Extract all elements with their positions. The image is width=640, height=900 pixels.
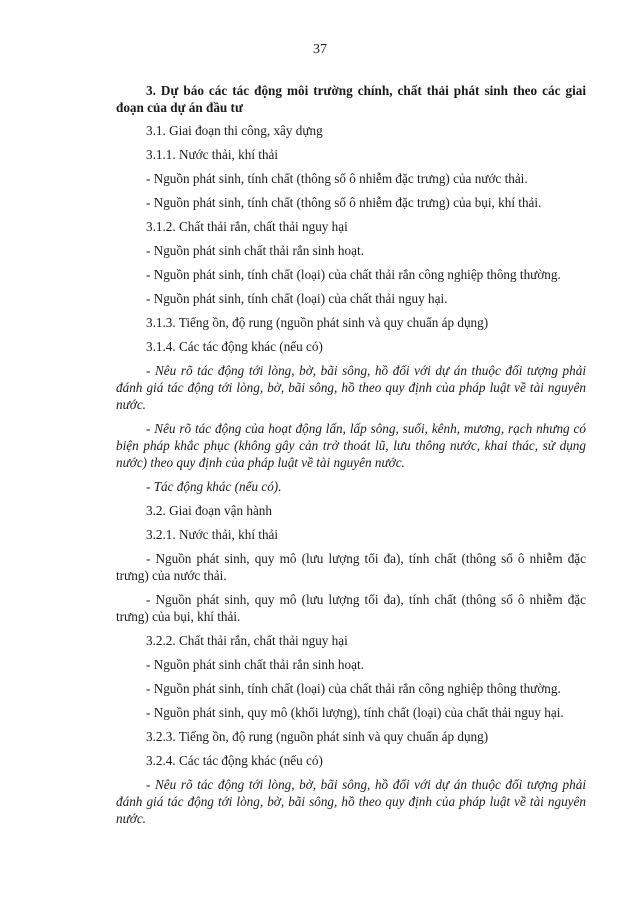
paragraph: - Nêu rõ tác động tới lòng, bờ, bãi sông, hồ đối với dự án thuộc đối tượng phải đánh giá tác động tới lòng, bờ, bãi sông, hồ theo quy định của pháp luật về tài nguyên nước. — [116, 777, 586, 826]
paragraph: - Tác động khác (nếu có). — [146, 479, 282, 494]
paragraph: 3.1.2. Chất thải rắn, chất thải nguy hại — [146, 219, 348, 234]
page-number: 37 — [313, 42, 327, 57]
document-body — [116, 82, 586, 834]
section-heading: 3. Dự báo các tác động môi trường chính, chất thải phát sinh theo các giai đoạn của dự án đầu tư — [116, 83, 586, 115]
paragraph: 3.2. Giai đoạn vận hành — [146, 503, 272, 518]
paragraph: - Nguồn phát sinh, quy mô (lưu lượng tối đa), tính chất (thông số ô nhiễm đặc trưng) của nước thải. — [116, 551, 586, 583]
paragraph: - Nêu rõ tác động tới lòng, bờ, bãi sông, hồ đối với dự án thuộc đối tượng phải đánh giá tác động tới lòng, bờ, bãi sông, hồ theo quy định của pháp luật về tài nguyên nước. — [116, 363, 586, 412]
paragraph: 3.2.2. Chất thải rắn, chất thải nguy hại — [146, 633, 348, 648]
paragraph: - Nêu rõ tác động của hoạt động lấn, lấp sông, suối, kênh, mương, rạch nhưng có biện pháp khắc phục (không gây cản trở thoát lũ, lưu thông nước, khai thác, sử dụng nước) theo quy định của pháp luật về tài nguyên nước. — [116, 421, 586, 470]
paragraph: - Nguồn phát sinh chất thải rắn sinh hoạt. — [146, 243, 364, 258]
paragraph: - Nguồn phát sinh, tính chất (loại) của chất thải nguy hại. — [146, 291, 448, 306]
paragraph-list — [116, 122, 586, 827]
paragraph: 3.1.1. Nước thải, khí thải — [146, 147, 279, 162]
paragraph: 3.2.3. Tiếng ồn, độ rung (nguồn phát sinh và quy chuẩn áp dụng) — [146, 729, 489, 744]
paragraph: 3.1.4. Các tác động khác (nếu có) — [146, 339, 323, 354]
paragraph: 3.1.3. Tiếng ồn, độ rung (nguồn phát sinh và quy chuẩn áp dụng) — [146, 315, 489, 330]
paragraph: 3.2.4. Các tác động khác (nếu có) — [146, 753, 323, 768]
paragraph: - Nguồn phát sinh, tính chất (thông số ô nhiễm đặc trưng) của bụi, khí thải. — [146, 195, 542, 210]
paragraph: 3.1. Giai đoạn thi công, xây dựng — [146, 123, 323, 138]
paragraph: - Nguồn phát sinh, tính chất (loại) của chất thải rắn công nghiệp thông thường. — [146, 267, 561, 282]
paragraph: - Nguồn phát sinh, quy mô (khối lượng), tính chất (loại) của chất thải nguy hại. — [146, 705, 564, 720]
paragraph: - Nguồn phát sinh, tính chất (thông số ô nhiễm đặc trưng) của nước thải. — [146, 171, 528, 186]
paragraph: - Nguồn phát sinh, quy mô (lưu lượng tối đa), tính chất (thông số ô nhiễm đặc trưng) của bụi, khí thải. — [116, 592, 586, 624]
paragraph: 3.2.1. Nước thải, khí thải — [146, 527, 279, 542]
paragraph: - Nguồn phát sinh, tính chất (loại) của chất thải rắn công nghiệp thông thường. — [146, 681, 561, 696]
paragraph: - Nguồn phát sinh chất thải rắn sinh hoạt. — [146, 657, 364, 672]
